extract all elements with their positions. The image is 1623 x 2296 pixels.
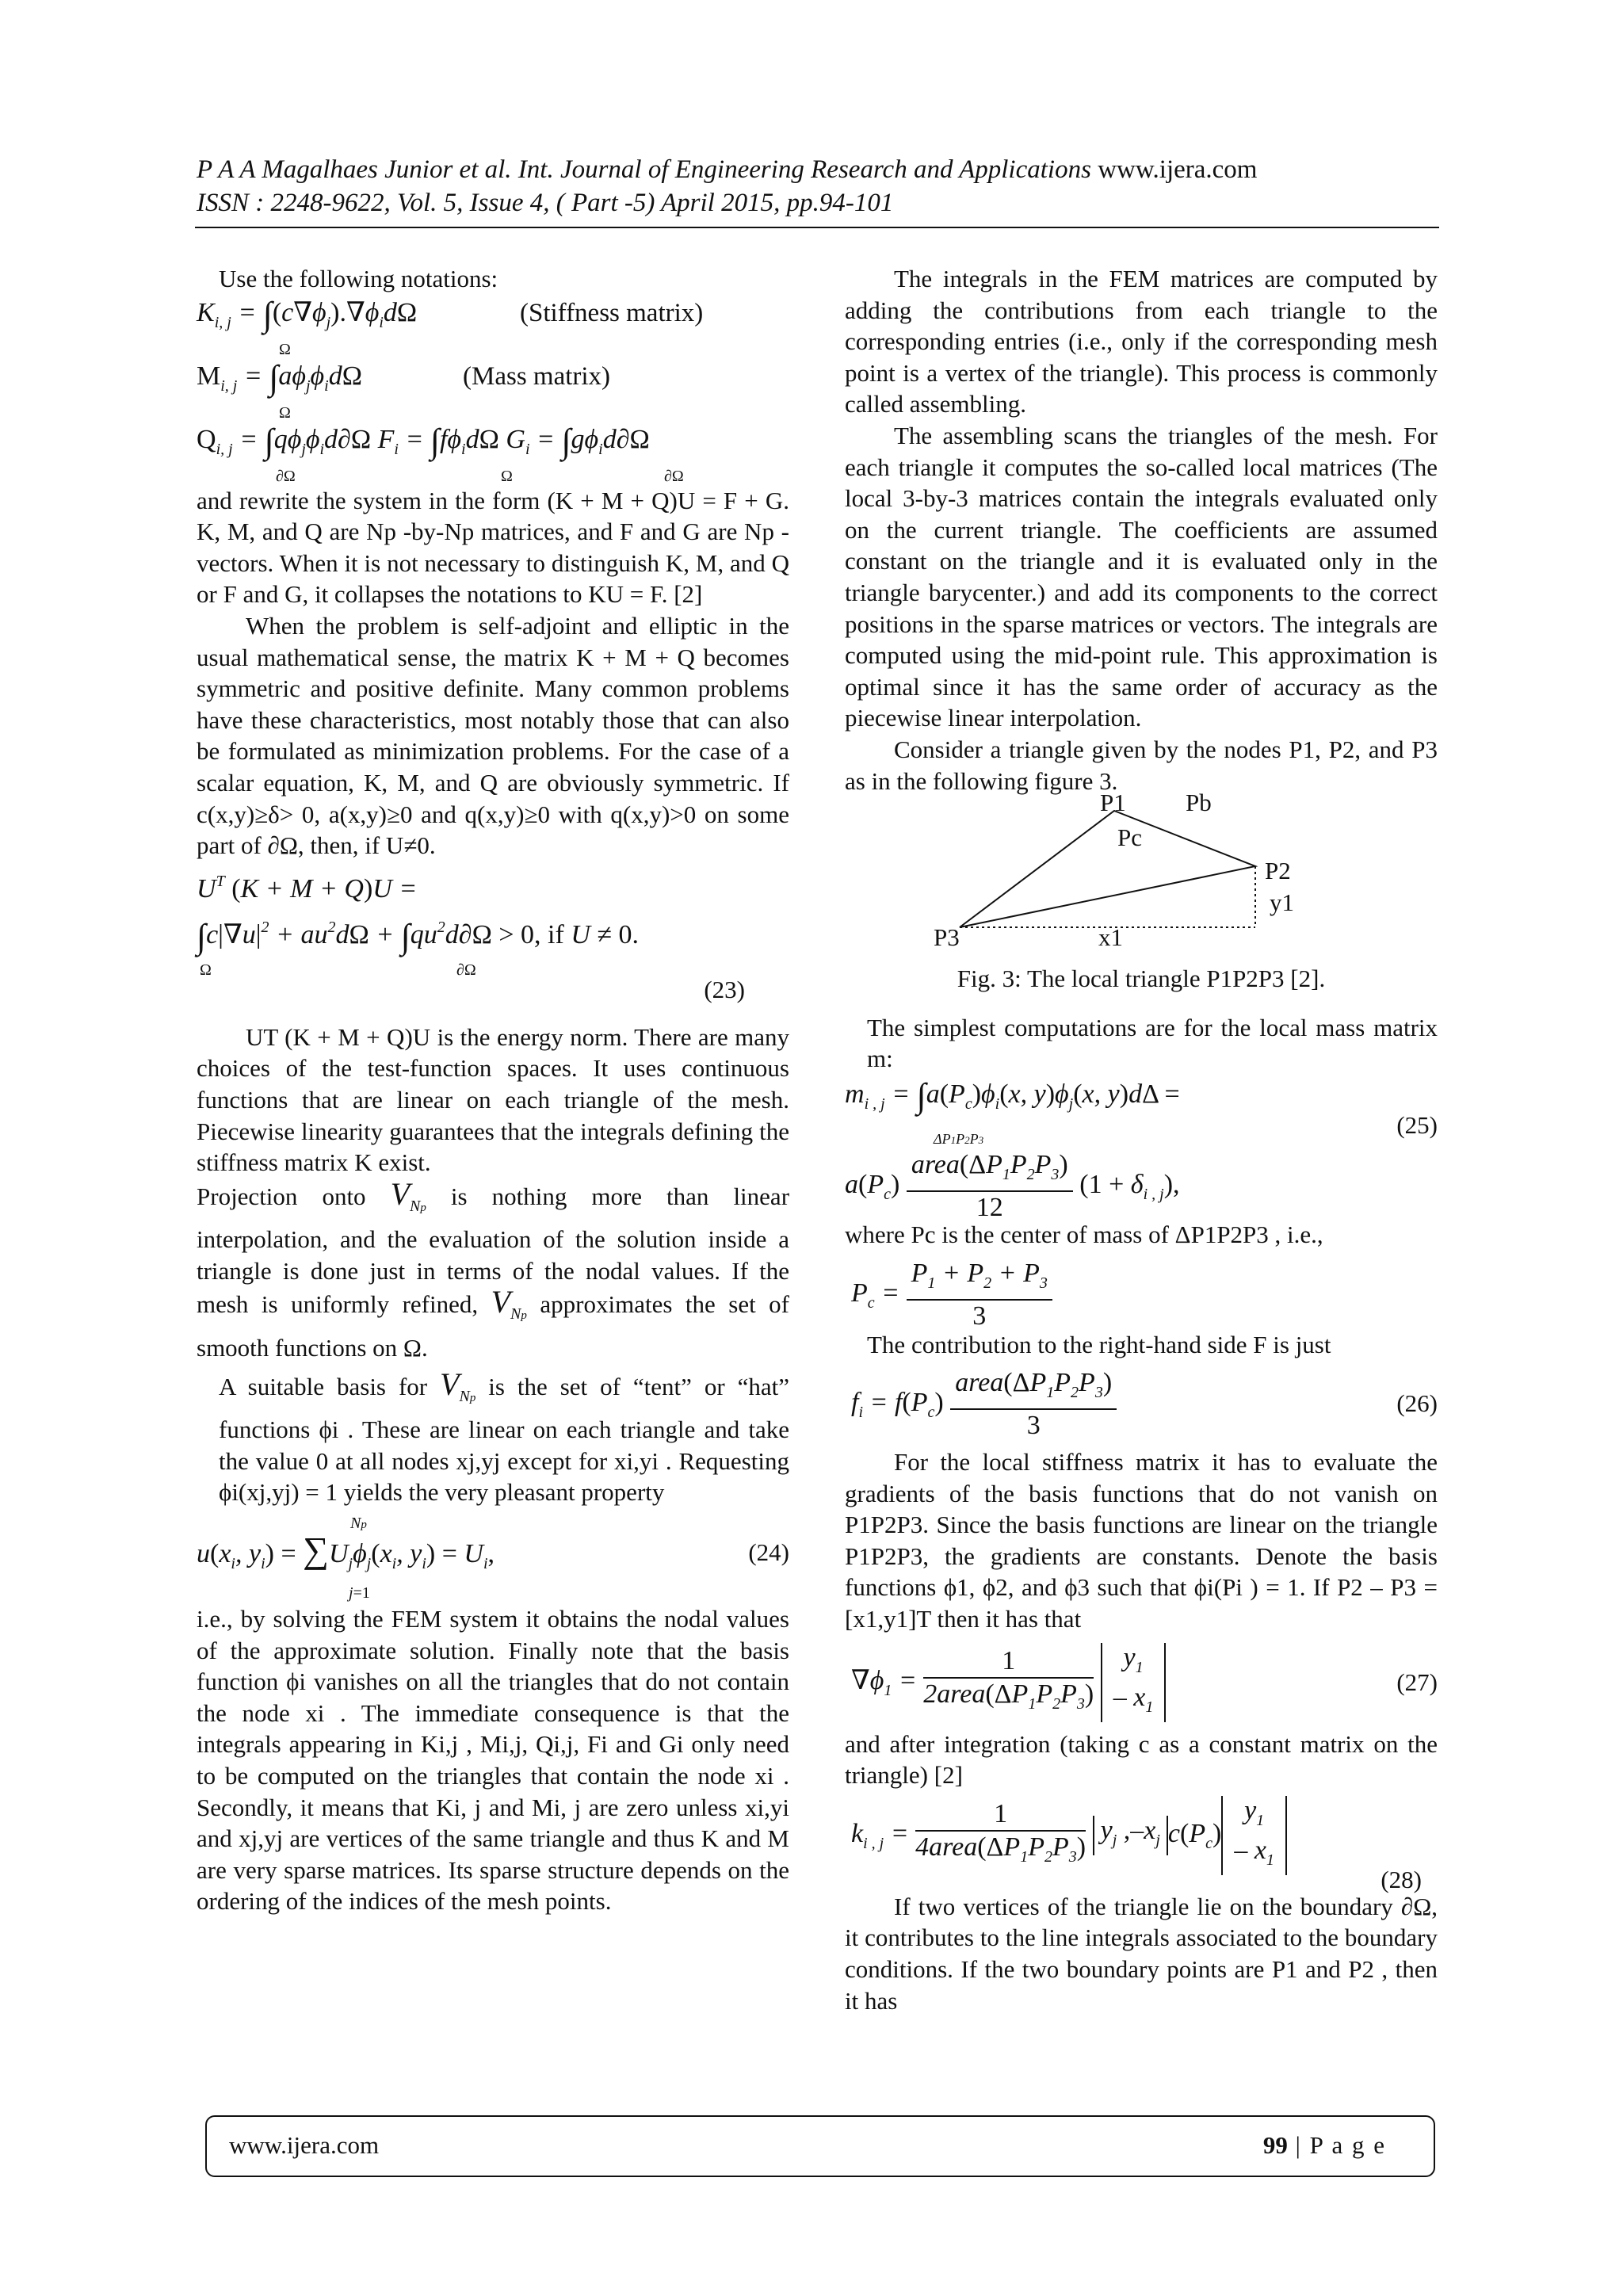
right-column: [845, 263, 1438, 2016]
paragraph-system-form: and rewrite the system in the form (K + M + Q)U = F + G. K, M, and Q are Np -by-Np matrices, and F and G are Np -vectors. When it is not necessary to distinguish K, M, and Q or F and G, it collapses the notations to KU = F. [2]: [197, 486, 789, 609]
paragraph-assembling-scan: The assembling scans the triangles of the mesh. For each triangle it computes the so-called local matrices (The local 3-by-3 matrices contain the integrals evaluated only on the current triangle. The coefficients are assumed constant on the triangle and it is evaluated only in the triangle barycenter.) and add its components to the correct positions in the sparse matrices or vectors. The integrals are computed using the mid-point rule. This approximation is optimal since it has the same order of accuracy as the piecewise linear interpolation.: [845, 421, 1438, 732]
header-rule: [195, 227, 1439, 228]
mass-label: (Mass matrix): [463, 361, 611, 391]
paragraph-mass-intro: The simplest computations are for the local mass matrix m:: [867, 1013, 1438, 1073]
equation-26-number: (26): [1396, 1389, 1438, 1418]
equation-23: $U^T$ (K + M + Q)U = $\int c|\nabla u|^2 + au^2d\Omega + \int qu^2d\partial\Omega > 0$, if U ≠ 0. Ω ∂Ω (23): [197, 861, 789, 988]
paragraph-consider-triangle: Consider a triangle given by the nodes P1, P2, and P3 as in the following figure 3.: [845, 735, 1438, 795]
equation-24-number: (24): [748, 1538, 789, 1567]
equation-23-number: (23): [704, 975, 745, 1003]
equation-28-number: (28): [1381, 1865, 1422, 1893]
stiffness-label: (Stiffness matrix): [520, 298, 704, 327]
paragraph-after-integration: and after integration (taking c as a constant matrix on the triangle) [2]: [845, 1729, 1438, 1790]
footer-page-number: 99 | P a g e: [1262, 2131, 1386, 2159]
equation-24: Np $u(x_i$, $y_i) = \sum U_j\phi_j(x_i$, $y_i) = U_i$, j=1 (24): [197, 1515, 789, 1603]
running-header-authors: P A A Magalhaes Junior et al. Int. Journal of Engineering Research and Applications www.ijera.com: [197, 155, 1258, 184]
running-header-issn: ISSN : 2248-9622, Vol. 5, Issue 4, ( Part -5) April 2015, pp.94-101: [197, 189, 894, 217]
paragraph-self-adjoint: When the problem is self-adjoint and elliptic in the usual mathematical sense, the matrix K + M + Q becomes symmetric and positive definite. Many common problems have these characteristics, most notably those that can also be formulated as minimization problems. For the case of a scalar equation, K, M, and Q are obviously symmetric. If c(x,y)≥δ> 0, a(x,y)≥0 and q(x,y)≥0 with q(x,y)>0 on some part of ∂Ω, then, if U≠0.: [197, 611, 789, 860]
page-footer: [205, 2115, 1435, 2177]
header-site[interactable]: www.ijera.com: [1098, 155, 1258, 184]
paragraph-assembling-intro: The integrals in the FEM matrices are computed by adding the contributions from each triangle to the corresponding entries (i.e., only if the corresponding mesh point is a vertex of the triangle). This process is commonly called assembling.: [845, 265, 1438, 418]
paragraph-rhs-contribution: The contribution to the right-hand side F is just: [867, 1331, 1331, 1359]
equation-27-number: (27): [1396, 1668, 1438, 1696]
paragraph-stiffness-gradients: For the local stiffness matrix it has to evaluate the gradients of the basis functions that do not vanish on P1P2P3. Since the basis functions are linear on the triangle P1P2P3, the gradients are constants. Denote the basis functions ϕ1, ϕ2, and ϕ3 such that ϕi(Pi ) = 1. If P2 – P3 = [x1,y1]T then it has that: [845, 1448, 1438, 1633]
label-y1: y1: [1270, 888, 1294, 917]
equation-25: $m_{i , j} = \int a(P_c)\phi_i(x$, $y)\phi_j(x$, y)dΔ = ΔP1P2P3 (25) $a(P_c)$ $\frac{area(\Delta P_1P_2P_3)}{12}$ $(1 + \delta_{i , j})$,: [845, 1075, 1438, 1222]
equation-27: $\nabla\phi_1$ = $\frac{1}{2area(\Delta P_1P_2P_3)}$ $y_1$ – $x_1$ (27): [845, 1635, 1438, 1729]
label-p3: P3: [934, 923, 960, 952]
notation-intro: Use the following notations:: [219, 265, 498, 292]
paragraph-boundary: If two vertices of the triangle lie on the boundary ∂Ω, it contributes to the line integrals associated to the boundary conditions. If the two boundary points are P1 and P2 , then it has: [845, 1892, 1438, 2015]
paragraph-center-of-mass: where Pc is the center of mass of ΔP1P2P3 , i.e.,: [845, 1220, 1323, 1248]
label-x1: x1: [1098, 923, 1123, 952]
footer-site-link[interactable]: www.ijera.com: [229, 2131, 380, 2159]
label-pc: Pc: [1117, 823, 1142, 852]
paragraph-projection: Projection onto $V_{Np}$ is nothing more than linear interpolation, and the evaluation of the solution inside a triangle is done just in terms of the nodal values. If the mesh is uniformly refined, $V_{Np}$ approximates the set of smooth functions on Ω.: [197, 1175, 790, 1362]
equation-q-f-g: $Q_{i, j} = \int q\phi_j\phi_id\partial\Omega$ $F_i = \int f\phi_id\Omega$ $G_i = \int g\phi_id\partial\Omega$ ∂Ω Ω ∂Ω: [197, 421, 684, 485]
equation-25-number: (25): [1396, 1110, 1438, 1139]
triangle-p1p2p3: [960, 811, 1255, 927]
equation-mass: $M_{i, j} = \int a\phi_j\phi_id\Omega$ (Mass matrix) Ω: [197, 357, 611, 422]
equation-26: $f_i = f(P_c)$ $\frac{area(\Delta P_1P_2P_3)}{3}$ (26): [851, 1368, 1438, 1441]
label-pb: Pb: [1186, 789, 1212, 817]
equation-pc: $P_c$ = $\frac{P_1 + P_2 + P_3}{3}$: [845, 1250, 1438, 1329]
equation-28: $k_{i , j}$ = $\frac{1}{4area(\Delta P_1P_2P_3)}$ $y_j$ $,-x_j$ $c(P_c)y_1$ – $x_1$ (28): [845, 1791, 1438, 1891]
paragraph-basis: A suitable basis for $V_{Np}$ is the set of “tent” or “hat” functions ϕi . These are linear on each triangle and take the value 0 at all nodes xj,yj except for xi,yi . Requesting ϕi(xj,yj) = 1 yields the very pleasant property: [219, 1366, 789, 1507]
paragraph-nodal-values: i.e., by solving the FEM system it obtains the nodal values of the approximate solution. Finally note that the basis function ϕi vanishes on all the triangles that do not contain the node xi . The immediate consequence is that the integrals appearing in Ki,j , Mi,j, Qi,j, Fi and Gi only need to be computed on the triangles that contain the node xi . Secondly, it means that Ki, j and Mi, j are zero unless xi,yi and xj,yj are vertices of the same triangle and thus K and M are very sparse matrices. Its sparse structure depends on the ordering of the indices of the mesh points.: [197, 1605, 789, 1916]
label-p1: P1: [1100, 789, 1126, 817]
label-p2: P2: [1265, 857, 1291, 885]
figure-caption: Fig. 3: The local triangle P1P2P3 [2].: [957, 965, 1326, 993]
figure-local-triangle: [845, 789, 1438, 972]
left-column: [197, 263, 789, 1917]
equation-stiffness: $K_{i, j} = \int(c\nabla\phi_j).\nabla\phi_id\Omega$ (Stiffness matrix) Ω: [197, 294, 704, 358]
paragraph-energy-norm: UT (K + M + Q)U is the energy norm. There are many choices of the test-function spaces. It uses continuous functions that are linear on each triangle of the mesh. Piecewise linearity guarantees that the integrals defining the stiffness matrix K exist.: [197, 1022, 789, 1177]
